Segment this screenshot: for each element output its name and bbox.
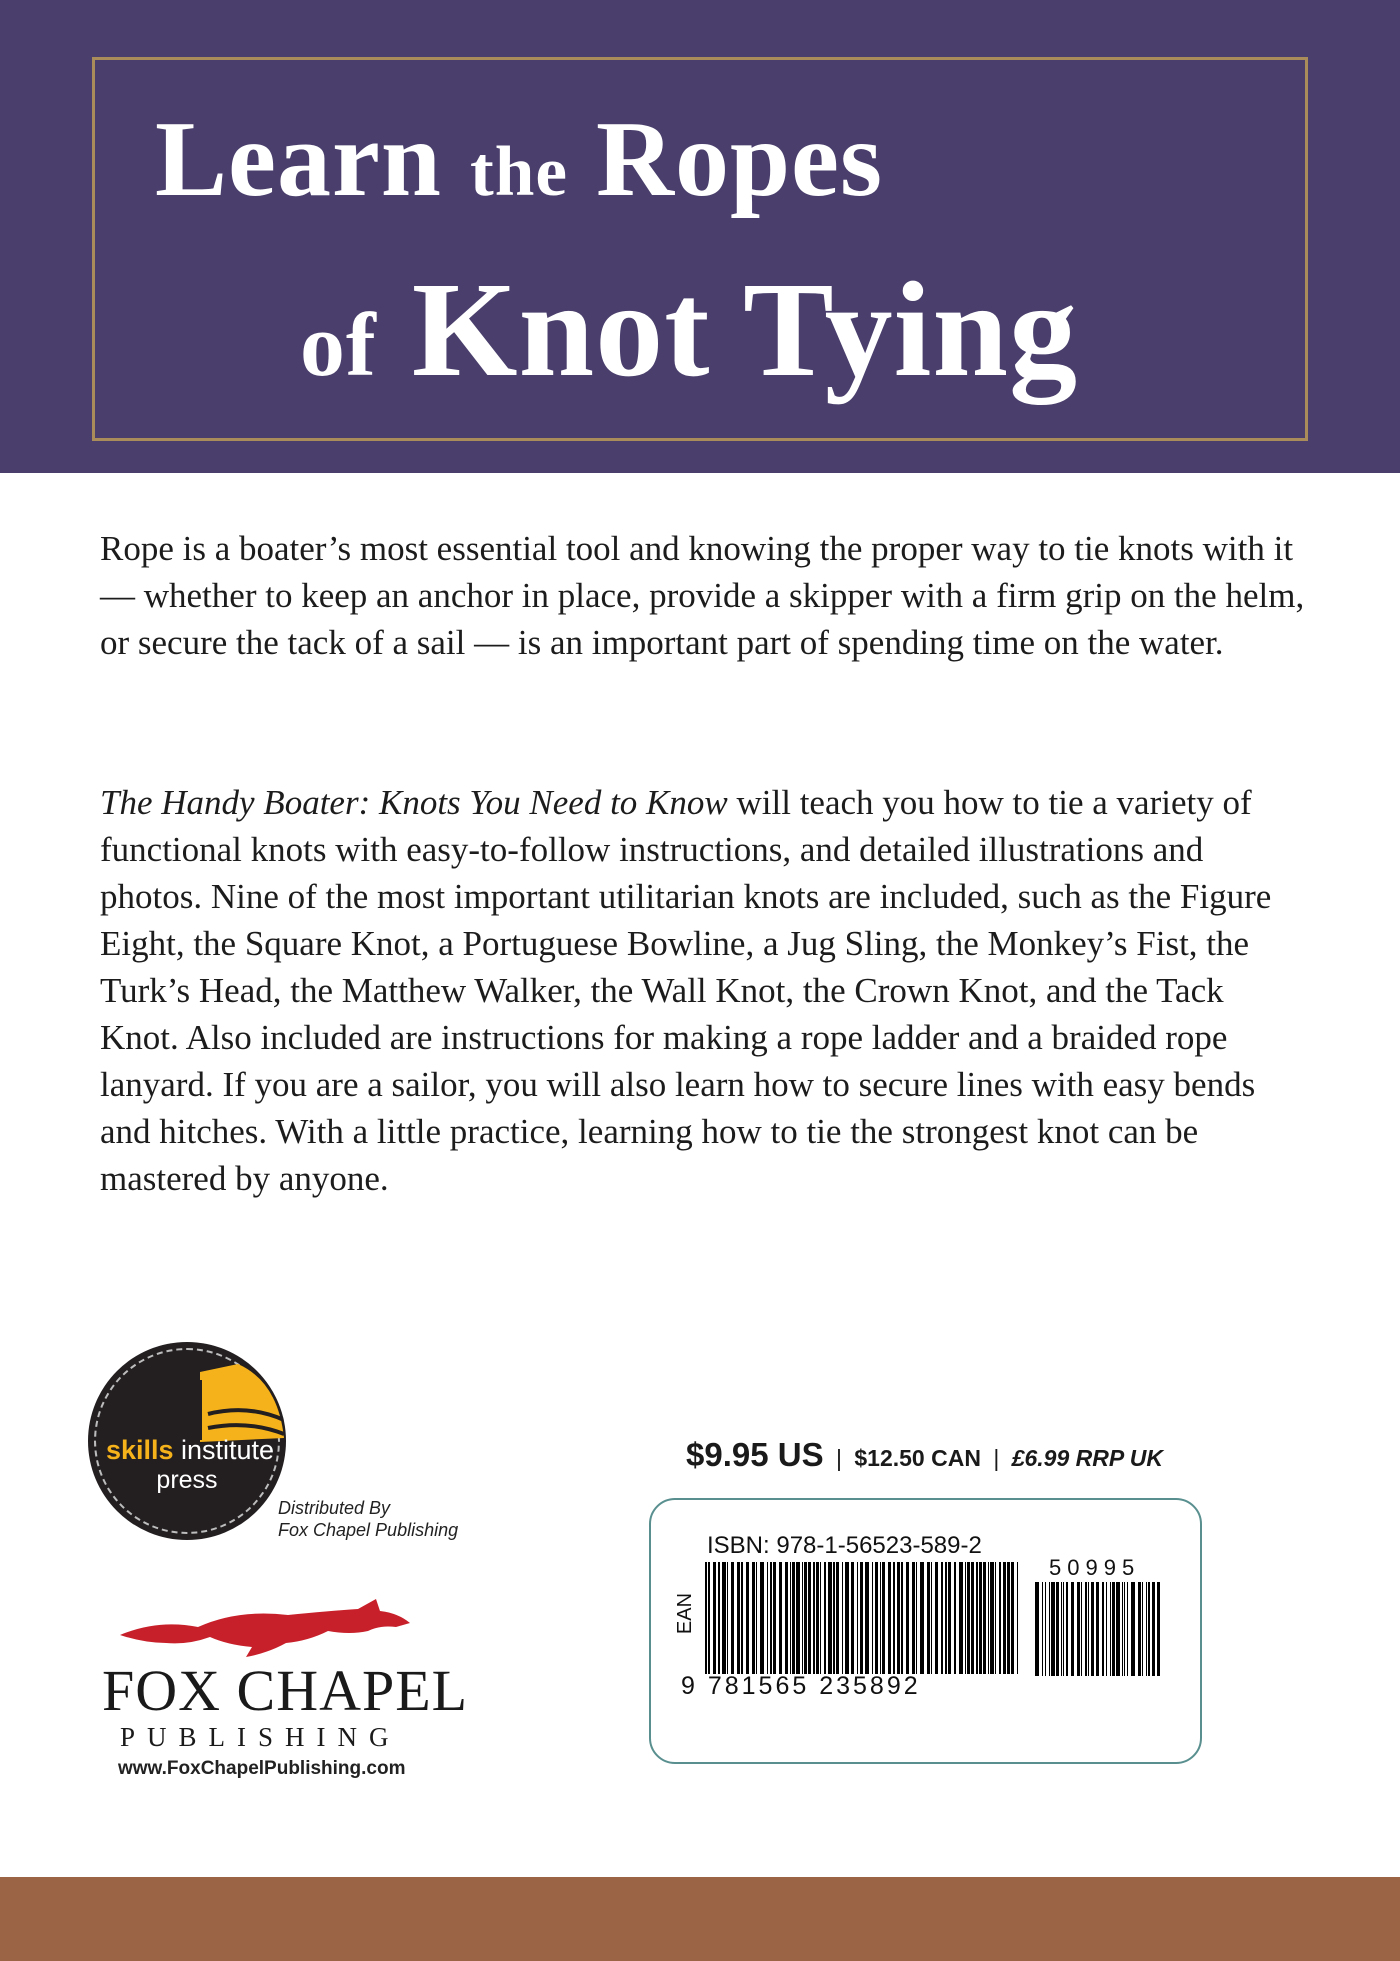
description-paragraph-1: Rope is a boater’s most essential tool and knowing the proper way to tie knots with it — whether to keep an anchor in place, provide a skipper with a firm grip on the helm, or secure the tack of a sail — is an important part of spending time on the water. xyxy=(100,529,1305,662)
title-line-1: Learn the Ropes xyxy=(155,100,884,219)
barcode-addon-bars xyxy=(1035,1582,1165,1676)
barcode-bars xyxy=(705,1562,1025,1674)
fox-logo-icon xyxy=(118,1597,418,1659)
title-line-2: of Knot Tying xyxy=(300,255,1079,405)
book-title: The Handy Boater: Knots You Need to Know xyxy=(100,783,728,822)
skills-institute-press-logo-icon: skills institute press xyxy=(88,1342,286,1540)
cover-header xyxy=(0,0,1400,473)
barcode-addon-number: 50995 xyxy=(1049,1555,1141,1580)
ean-label: EAN xyxy=(674,1592,697,1635)
price-us: $9.95 US xyxy=(686,1436,824,1473)
footer-strip xyxy=(0,1877,1400,1961)
description-paragraph-2: The Handy Boater: Knots You Need to Know will teach you how to tie a variety of functional knots with easy-to-follow instructions, and detailed illustrations and photos. Nine of the most important utilitarian knots are included, such as the Figure Eight, the Square Knot, a Portuguese Bowline, a Jug Sling, the Monkey’s Fist, the Turk’s Head, the Matthew Walker, the Wall Knot, the Crown Knot, and the Tack Knot. Also included are instructions for making a rope ladder and a braided rope lanyard. If you are a sailor, you will also learn how to secure lines with easy bends and hitches. With a little practice, learning how to tie the strongest knot can be mastered by anyone. xyxy=(100,783,1272,1198)
publisher-website: www.FoxChapelPublishing.com xyxy=(118,1758,406,1779)
distributed-by: Distributed By Fox Chapel Publishing xyxy=(278,1498,459,1540)
price-uk: £6.99 RRP UK xyxy=(1011,1445,1163,1471)
barcode-box xyxy=(649,1498,1202,1764)
publisher-name: FOX CHAPEL xyxy=(102,1658,469,1723)
publisher-subtitle: PUBLISHING xyxy=(120,1722,401,1752)
price-can: $12.50 CAN xyxy=(854,1445,981,1471)
barcode-number: 9 781565 235892 xyxy=(681,1672,921,1700)
price-line: $9.95 US | $12.50 CAN | £6.99 RRP UK xyxy=(686,1436,1163,1473)
isbn-number: ISBN: 978-1-56523-589-2 xyxy=(707,1532,982,1559)
